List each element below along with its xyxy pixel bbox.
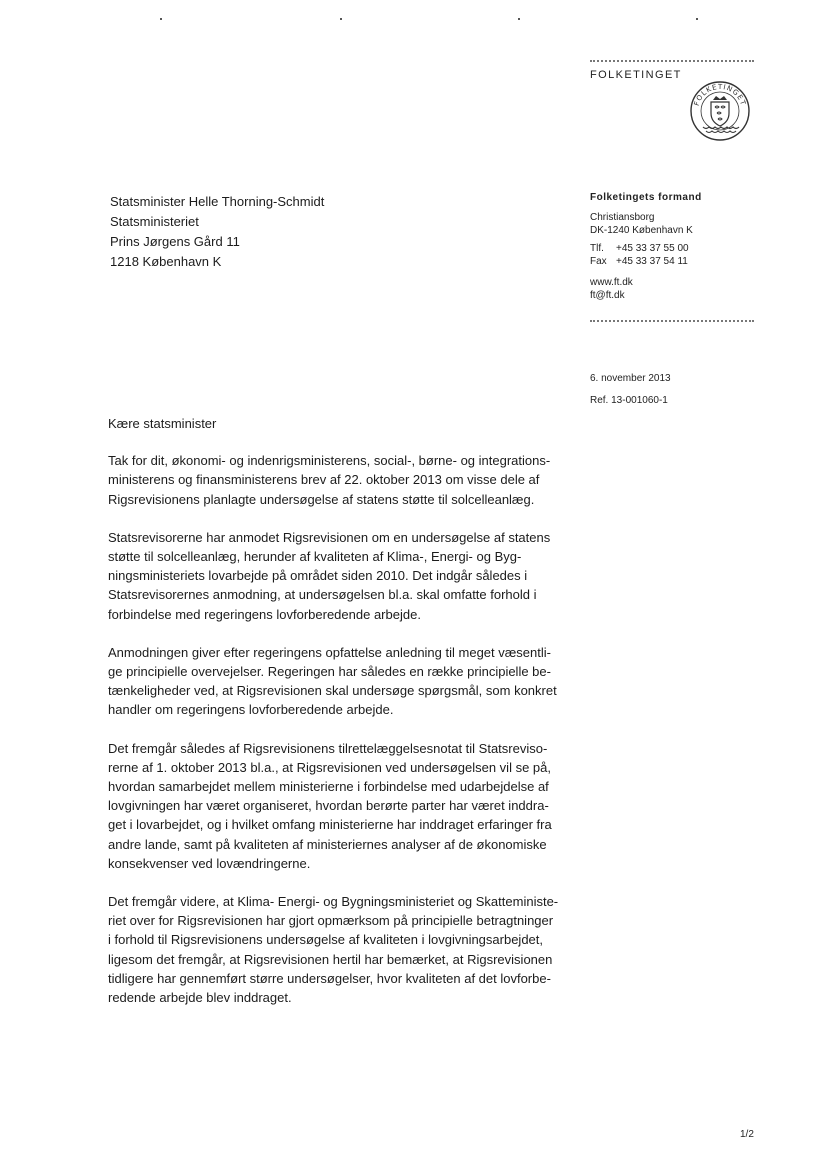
letter-reference: Ref. 13-001060-1 bbox=[590, 395, 668, 406]
svg-text:FOLKETINGET bbox=[693, 83, 748, 107]
paragraph-line: Tak for dit, økonomi- og indenrigsministerens, social-, børne- og integrations- bbox=[108, 453, 551, 469]
fax-number: +45 33 37 54 11 bbox=[616, 256, 688, 267]
paragraph-line: Det fremgår således af Rigsrevisionens tilrettelæggelsesnotat til Statsreviso- bbox=[108, 740, 548, 756]
org-name: FOLKETINGET bbox=[590, 69, 682, 81]
sender-address-line: DK-1240 København K bbox=[590, 225, 693, 236]
paragraph-line: ningsministeriets lovarbejde på området siden 2010. Det indgår således i bbox=[108, 568, 528, 584]
phone-number: +45 33 37 55 00 bbox=[616, 243, 689, 254]
paragraph-line: get i lovarbejdet, og i hvilket omfang ministerierne har inddraget erfaringer fra bbox=[108, 817, 552, 833]
paragraph-line: tidligere har gennemført større undersøgelser, hvor kvaliteten af det lovforbe- bbox=[108, 970, 551, 986]
greeting: Kære statsminister bbox=[108, 416, 217, 431]
paragraph bbox=[108, 643, 563, 720]
paragraph-line: tænkeligheder ved, at Rigsrevisionen skal undersøge spørgsmål, som konkret bbox=[108, 683, 557, 699]
paragraph-line: Statsrevisorerne har anmodet Rigsrevisionen om en undersøgelse af statens bbox=[108, 529, 551, 545]
paragraph-line: Statsrevisorernes anmodning, at undersøgelsen bl.a. skal omfatte forhold i bbox=[108, 587, 537, 603]
sender-rule bbox=[590, 320, 754, 322]
scan-mark bbox=[340, 18, 342, 20]
sender-web bbox=[590, 276, 633, 302]
paragraph-line: andre lande, samt på kvaliteten af ministeriernes analyser af de økonomiske bbox=[108, 836, 547, 852]
header-rule bbox=[590, 60, 754, 62]
sender-address bbox=[590, 211, 693, 237]
recipient-city: 1218 København K bbox=[110, 254, 222, 269]
paragraph-line: hvordan samarbejdet mellem ministerierne i forbindelse med udarbejdelse af bbox=[108, 779, 549, 795]
paragraph-line: Anmodningen giver efter regeringens opfattelse anledning til meget væsentli- bbox=[108, 644, 551, 660]
paragraph-line: redende arbejde blev inddraget. bbox=[108, 990, 292, 1006]
paragraph-line: handler om regeringens lovforberedende arbejde. bbox=[108, 702, 394, 718]
phone-label: Tlf. bbox=[590, 243, 604, 254]
paragraph-line: i forhold til Rigsrevisionens undersøgelse af kvaliteten i lovgivningsarbejdet, bbox=[108, 932, 544, 948]
scan-mark bbox=[696, 18, 698, 20]
paragraph-line: forbindelse med regeringens lovforberedende arbejde. bbox=[108, 606, 421, 622]
paragraph-line: Rigsrevisionens planlagte undersøgelse af statens støtte til solcelleanlæg. bbox=[108, 491, 535, 507]
page-number: 1/2 bbox=[740, 1129, 754, 1140]
paragraph-line: støtte til solcelleanlæg, herunder af kvaliteten af Klima-, Energi- og Byg- bbox=[108, 549, 522, 565]
folketinget-seal-icon bbox=[689, 80, 751, 142]
recipient-ministry: Statsministeriet bbox=[110, 214, 199, 229]
letter-date: 6. november 2013 bbox=[590, 373, 671, 384]
paragraph bbox=[108, 739, 563, 873]
paragraph-line: rerne af 1. oktober 2013 bl.a., at Rigsrevisionen ved undersøgelsen vil se på, bbox=[108, 759, 551, 775]
paragraph-line: konsekvenser ved lovændringerne. bbox=[108, 855, 311, 871]
seal-text: FOLKETINGET bbox=[692, 82, 748, 107]
paragraph-line: ge principielle overvejelser. Regeringen har således en række principielle be- bbox=[108, 664, 551, 680]
email-link[interactable]: ft@ft.dk bbox=[590, 290, 625, 301]
letter-body bbox=[108, 406, 563, 1026]
website-link[interactable]: www.ft.dk bbox=[590, 277, 633, 288]
sender-title: Folketingets formand bbox=[590, 192, 702, 203]
sender-address-line: Christiansborg bbox=[590, 212, 655, 223]
sender-contact bbox=[590, 242, 689, 268]
recipient-street: Prins Jørgens Gård 11 bbox=[110, 234, 240, 249]
paragraph-line: riet over for Rigsrevisionen har gjort opmærksom på principielle betragtninger bbox=[108, 913, 554, 929]
recipient-address bbox=[110, 192, 324, 272]
paragraph-line: ligesom det fremgår, at Rigsrevisionen hertil har bemærket, at Rigsrevisionen bbox=[108, 951, 553, 967]
paragraph bbox=[108, 451, 563, 509]
paragraph bbox=[108, 892, 563, 1007]
paragraph bbox=[108, 528, 563, 624]
scan-mark bbox=[518, 18, 520, 20]
scan-mark bbox=[160, 18, 162, 20]
fax-label: Fax bbox=[590, 256, 607, 267]
recipient-name: Statsminister Helle Thorning-Schmidt bbox=[110, 194, 325, 209]
paragraph-line: Det fremgår videre, at Klima- Energi- og Bygningsministeriet og Skatteministe- bbox=[108, 894, 559, 910]
paragraph-line: lovgivningen har været organiseret, hvordan berørte parter har været inddra- bbox=[108, 798, 549, 814]
paragraph-line: ministerens og finansministerens brev af 22. oktober 2013 om visse dele af bbox=[108, 472, 540, 488]
